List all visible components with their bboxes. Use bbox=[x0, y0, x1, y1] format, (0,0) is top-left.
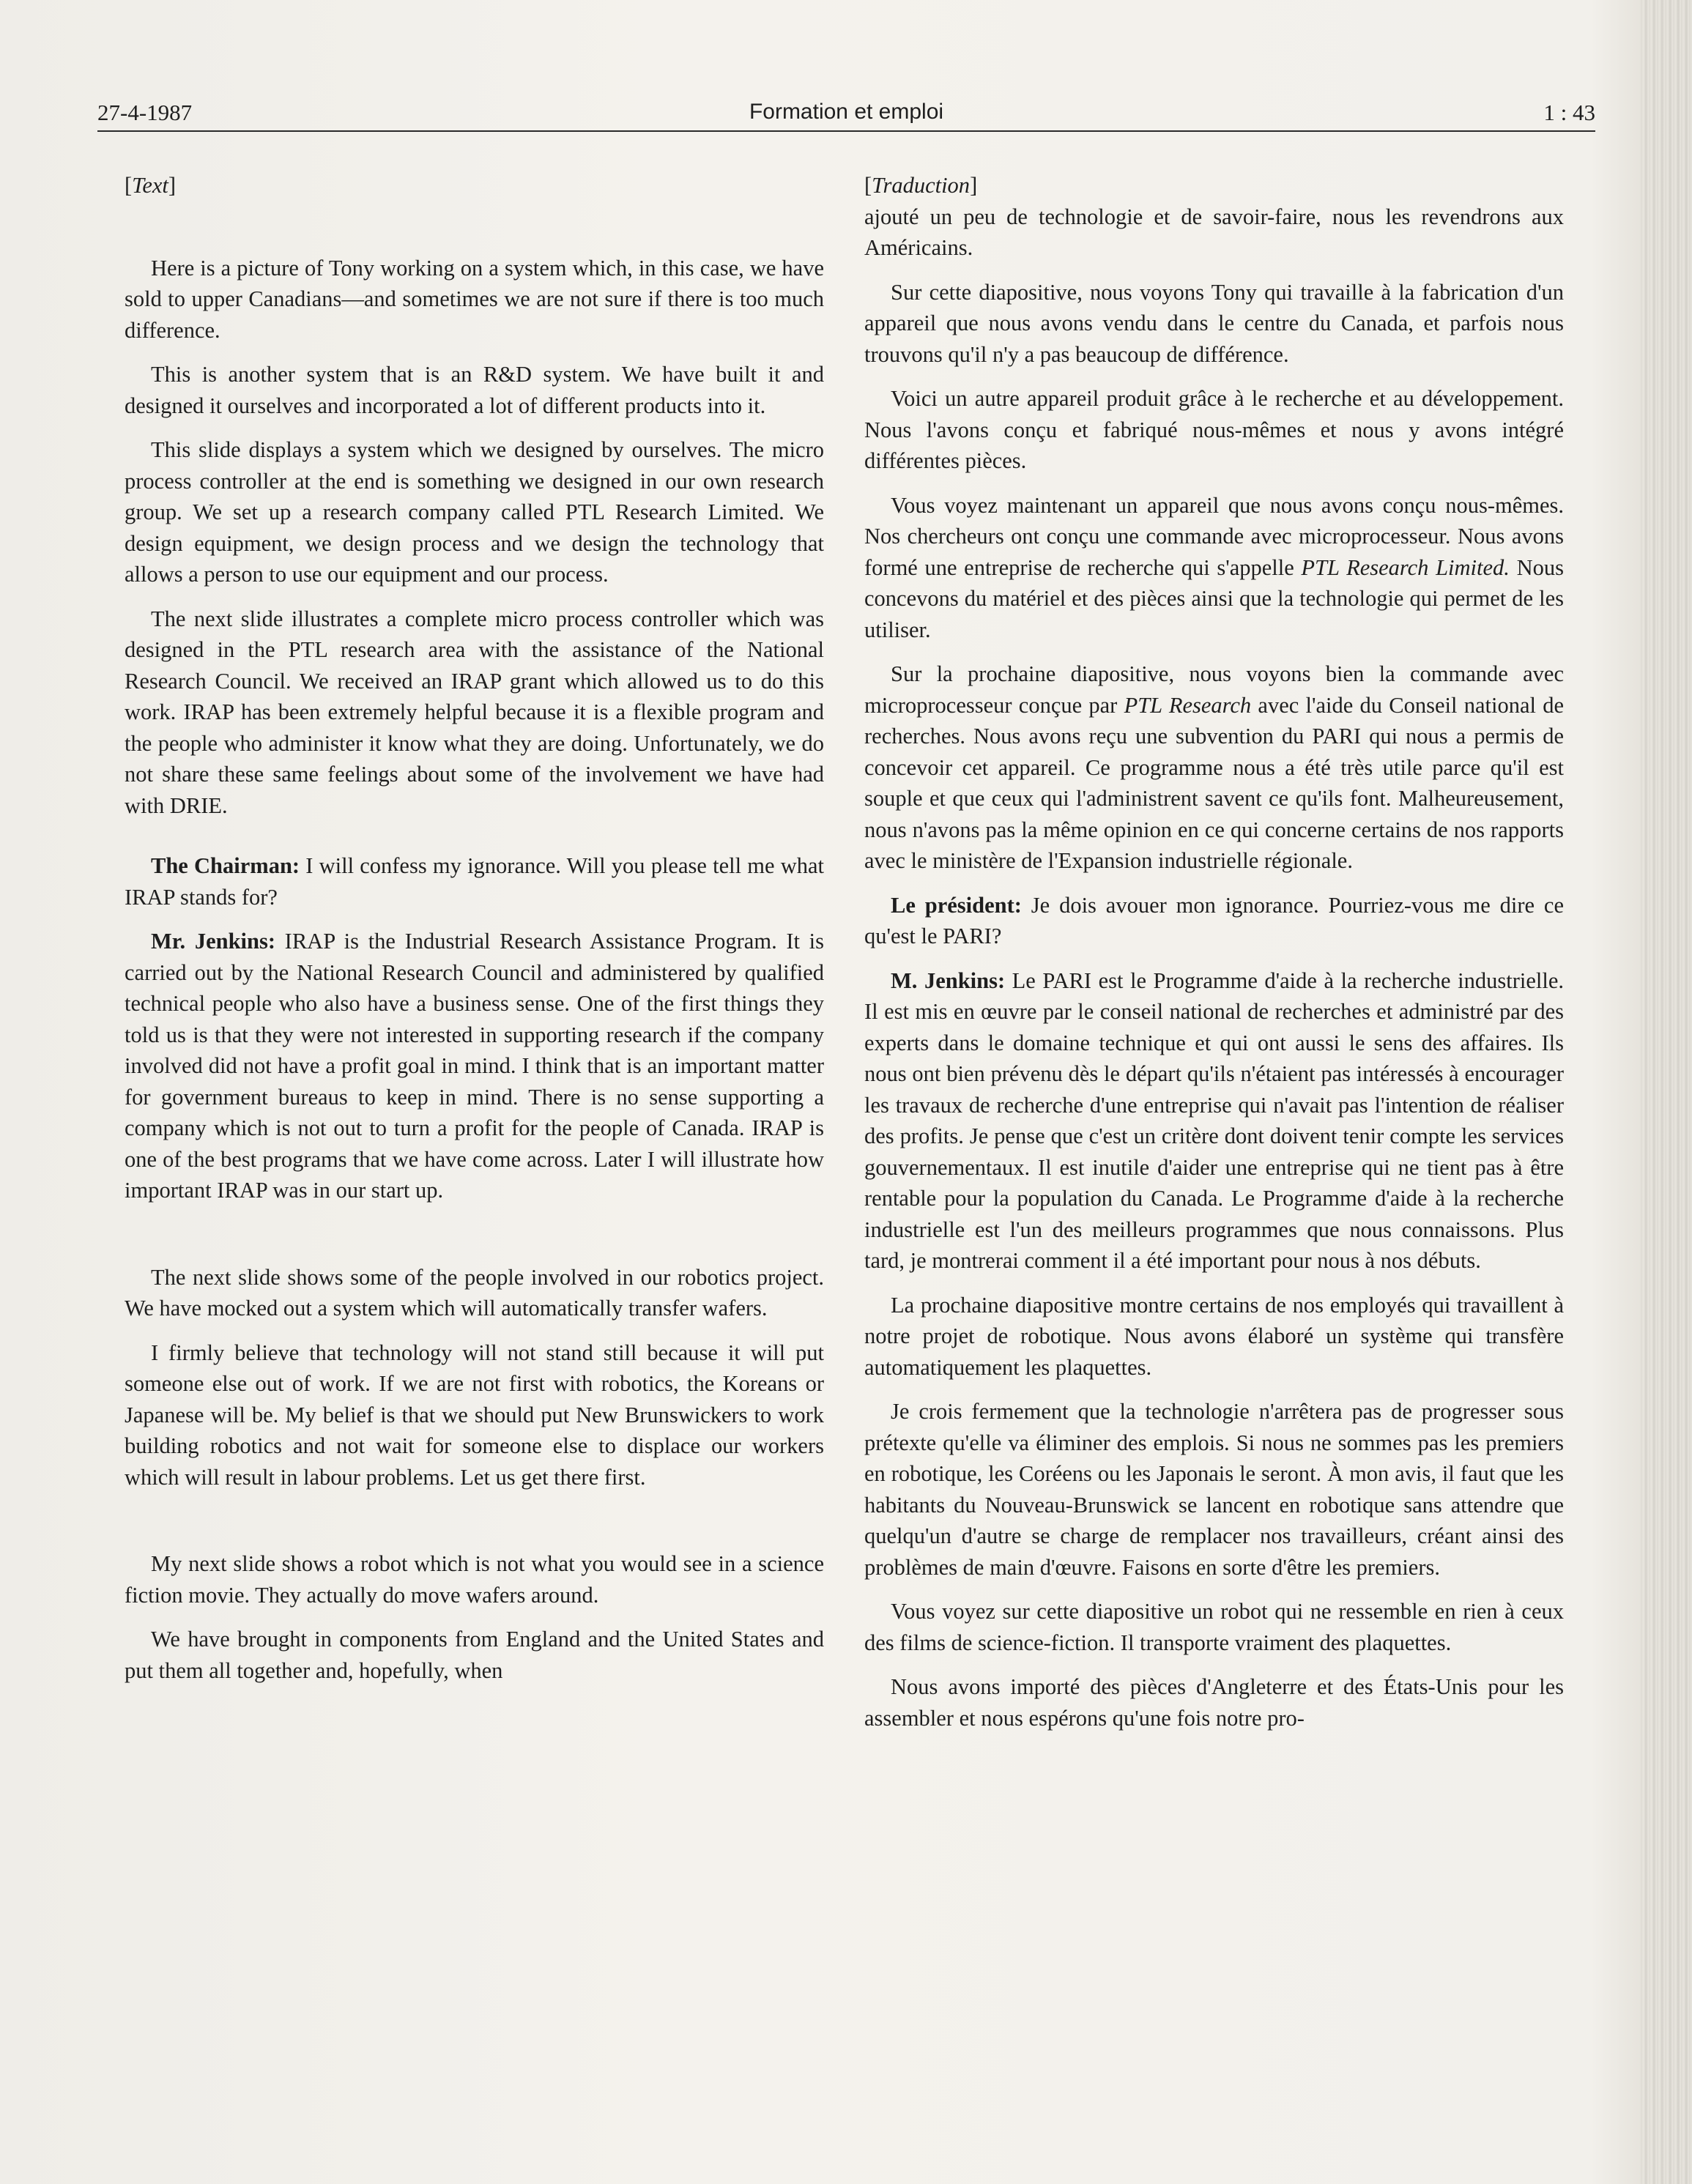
english-column bbox=[125, 170, 824, 1699]
paragraph: Vous voyez sur cette diapositive un robot qui ne ressemble en rien à ceux des films de science-fiction. Il transporte vraiment des plaquettes. bbox=[864, 1599, 1564, 1655]
paragraph: Sur la prochaine diapositive, nous voyons bien la commande avec microprocesseur conçue par PTL Research avec l'aide du Conseil national de recherches. Nous avons reçu une subvention du PARI qui nous a permis de concevoir cet appareil. Ce programme nous a été très utile parce qu'il est souple et que ceux qui l'administrent savent ce qu'ils font. Malheureusement, nous n'avons pas la même opinion en ce qui concerne certains de nos rapports avec le ministère de l'Expansion industrielle régionale. bbox=[864, 661, 1564, 873]
paragraph: My next slide shows a robot which is not what you would see in a science fiction movie. They actually do move wafers around. bbox=[125, 1551, 824, 1608]
paragraph: La prochaine diapositive montre certains de nos employés qui travaillent à notre projet de robotique. Nous avons élaboré un système qui transfère automatiquement les plaquettes. bbox=[864, 1292, 1564, 1380]
column-label: [Traduction] bbox=[864, 173, 978, 198]
header-date: 27-4-1987 bbox=[97, 100, 193, 125]
speaker-name: Mr. Jenkins: bbox=[151, 929, 275, 954]
paragraph: Le président: Je dois avouer mon ignorance. Pourriez-vous me dire ce qu'est le PARI? bbox=[864, 892, 1564, 948]
speaker-name: M. Jenkins: bbox=[891, 967, 1006, 993]
speaker-name: The Chairman: bbox=[151, 853, 300, 878]
paragraph: We have brought in components from England and the United States and put them all together and, hopefully, when bbox=[125, 1627, 824, 1683]
paragraph: The next slide shows some of the people involved in our robotics project. We have mocked out a system which will automatically transfer wafers. bbox=[125, 1264, 824, 1321]
header-page-number: 1 : 43 bbox=[1543, 100, 1595, 125]
paragraph: Voici un autre appareil produit grâce à le recherche et au développement. Nous l'avons conçu et fabriqué nous-mêmes et nous y avons intégré différentes pièces. bbox=[864, 386, 1564, 473]
paragraph: This slide displays a system which we designed by ourselves. The micro process controller at the end is something we designed in our own research group. We set up a research company called PTL Research Limited. We design equipment, we design process and we design the technology that allows a person to use our equipment and our process. bbox=[125, 437, 824, 587]
header-title: Formation et emploi bbox=[749, 100, 944, 124]
french-column bbox=[864, 170, 1564, 1747]
paragraph: The Chairman: I will confess my ignorance. Will you please tell me what IRAP stands for? bbox=[125, 853, 824, 910]
paragraph: ajouté un peu de technologie et de savoir-faire, nous les revendrons aux Américains. bbox=[864, 204, 1564, 260]
paragraph: Here is a picture of Tony working on a system which, in this case, we have sold to upper Canadians—and sometimes we are not sure if there is too much difference. bbox=[125, 255, 824, 343]
page-edge bbox=[1641, 0, 1692, 2184]
paragraph: Sur cette diapositive, nous voyons Tony qui travaille à la fabrication d'un appareil que nous avons vendu dans le centre du Canada, et parfois nous trouvons qu'il n'y a pas beaucoup de différence. bbox=[864, 279, 1564, 367]
paragraph: The next slide illustrates a complete micro process controller which was designed in the PTL research area with the assistance of the National Research Council. We received an IRAP grant which allowed us to do this work. IRAP has been extremely helpful because it is a flexible program and the people who administer it know what they are doing. Unfortunately, we do not share these same feelings about some of the involvement we have had with DRIE. bbox=[125, 606, 824, 818]
paragraph: Nous avons importé des pièces d'Angleterre et des États-Unis pour les assembler et nous espérons qu'une fois notre pro- bbox=[864, 1674, 1564, 1731]
paragraph: Je crois fermement que la technologie n'arrêtera pas de progresser sous prétexte qu'elle va éliminer des emplois. Si nous ne sommes pas les premiers en robotique, les Coréens ou les Japonais le seront. À mon avis, il faut que les habitants du Nouveau-Brunswick se lancent en robotique sans attendre que quelqu'un d'autre se charge de remplacer nos travailleurs, créant ainsi des problèmes de main d'œuvre. Faisons en sorte d'être les premiers. bbox=[864, 1399, 1564, 1580]
speaker-name: Le président: bbox=[891, 892, 1022, 918]
running-header bbox=[97, 95, 1595, 132]
paragraph: I firmly believe that technology will not stand still because it will put someone else out of work. If we are not first with robotics, the Koreans or Japanese will be. My belief is that we should put New Brunswickers to work building robotics and not wait for someone else to displace our workers which will result in labour problems. Let us get there first. bbox=[125, 1340, 824, 1490]
paragraph: Mr. Jenkins: IRAP is the Industrial Research Assistance Program. It is carried out by the National Research Council and administered by qualified technical people who also have a business sense. One of the first things they told us is that they were not interested in supporting research if the company involved did not have a profit goal in mind. I think that is an important matter for government bureaus to keep in mind. There is no sense supporting a company which is not out to turn a profit for the people of Canada. IRAP is one of the best programs that we have come across. Later I will illustrate how important IRAP was in our start up. bbox=[125, 929, 824, 1203]
paragraph: Vous voyez maintenant un appareil que nous avons conçu nous-mêmes. Nos chercheurs ont conçu une commande avec microprocesseur. Nous avons formé une entreprise de recherche qui s'appelle PTL Research Limited. Nous concevons du matériel et des pièces ainsi que la technologie qui permet de les utiliser. bbox=[864, 492, 1564, 642]
paragraph: M. Jenkins: Le PARI est le Programme d'aide à la recherche industrielle. Il est mis en œuvre par le conseil national de recherches et administré par des experts dans le domaine technique et qui ont aussi le sens des affaires. Ils nous ont bien prévenu dès le départ qu'ils n'étaient pas intéressés à encourager les travaux de recherche d'une entreprise qui n'avait pas l'intention de réaliser des profits. Je pense que c'est un critère dont doivent tenir compte les services gouvernementaux. Il est inutile d'aider une entreprise qui ne tient pas à être rentable pour la population du Canada. Le Programme d'aide à la recherche industrielle est l'un des meilleurs programmes que nous connaissons. Plus tard, je montrerai comment il a été important pour nous à nos débuts. bbox=[864, 967, 1564, 1273]
paragraph: This is another system that is an R&D system. We have built it and designed it ourselves and incorporated a lot of different products into it. bbox=[125, 362, 824, 418]
column-label: [Text] bbox=[125, 173, 177, 198]
